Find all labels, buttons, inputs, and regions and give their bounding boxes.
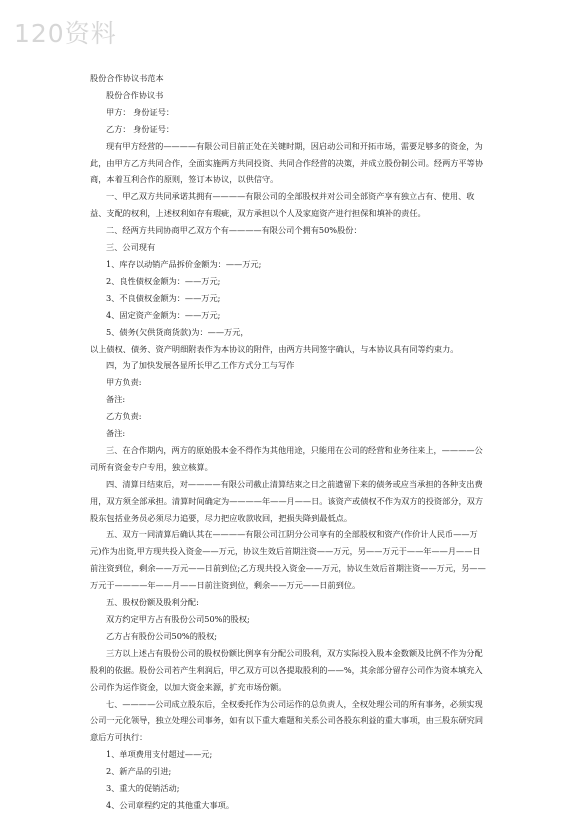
clause-1: 一、甲乙双方共同承诺其拥有————有限公司的全部股权并对公司全部资产享有独立占有、使用、收益、支配的权利，上述权利如存有瑕疵，双方承担以个人及家庭资产进行担保和填补的责任。 — [90, 191, 475, 219]
asset-item: 5、债务(欠供货商货款)为：——万元， — [106, 326, 249, 337]
clause-7: 七、————公司成立股东后，全权委托作为公司运作的总负责人，全权处理公司的所有事务，必须实现公司一元化领导，独立处理公司事务，如有以下重大难题和关系公司各股东利益的重大事项，由三股东研究同意后方可执行： — [90, 698, 484, 743]
share-a-line: 双方约定甲方占有股份公司50%的股权; — [106, 614, 250, 624]
asset-item: 3、不良债权金额为：——万元; — [106, 292, 221, 303]
matter-item: 4、公司章程约定的其他重大事项。 — [106, 799, 235, 810]
matter-item: 1、单项费用支付超过——元; — [106, 749, 213, 760]
clause-6-heading: 五、股权份额及股利分配: — [106, 597, 199, 608]
clause-2: 二、经两方共同协商甲乙双方个有————有限公司个拥有50%股份： — [106, 225, 362, 236]
party-b-note: 备注: — [106, 428, 126, 439]
clause-5: 五、双方一同清算后确认其在————有限公司江阴分公司享有的全部股权和资产(作价计人民币——万元)作为出资,甲方现共投入资金——万元，协议生效后首期注资——万元，另——万元于——年——月——日前注资到位，剩余——万元——日前到位;乙方现共投入资金——万元，协议生效后首期注资——万元，另——万元于————年——月——日前注资到位，剩余——万元——日前到位。 — [90, 529, 486, 591]
asset-item: 1、库存以动销产品拆价金额为：——万元; — [106, 258, 262, 269]
matter-item: 2、新产品的引进; — [106, 766, 172, 777]
matter-item: 3、重大的促销活动; — [106, 783, 180, 794]
clause-3b: 三、在合作期内，两方的原始股本金不得作为其他用途，只能用在公司的经营和业务往来上，————公司所有资金专户专用，独立核算。 — [90, 444, 483, 472]
document-title: 股份合作协议书范本 — [90, 73, 164, 83]
document-body — [90, 70, 488, 814]
preamble-paragraph: 现有甲方经营的————有限公司目前正处在关键时期，因启动公司和开拓市场，需要足够多的资金，为此，由甲方乙方共同合作，全面实施两方共同投资、共同合作经营的决策，并成立股份制公司。经两方平等协商，本着互利合作的原则，签订本协议，以供信守。 — [90, 140, 484, 185]
clause-3-heading: 三、公司现有 — [106, 242, 156, 253]
asset-item: 2、良性债权金额为：——万元; — [106, 275, 221, 286]
asset-item: 4、固定资产金额为：——万元; — [106, 309, 221, 320]
document-subtitle: 股份合作协议书 — [106, 89, 164, 100]
share-b-line: 乙方占有股份公司50%的股权; — [106, 630, 218, 641]
party-b-responsibility: 乙方负责: — [106, 411, 142, 422]
assets-note: 以上债权、债务、资产明细附表作为本协议的附件，由两方共同签字确认，与本协议具有同等约束力。 — [90, 343, 459, 354]
clause-4-heading: 四，为了加快发展各显所长甲乙工作方式分工与写作 — [106, 360, 295, 371]
clause-6-body: 三方以上述占有股份公司的股权份额比例享有分配公司股利，双方实际投入股本金数额及比例不作为分配股利的依据。股份公司若产生利润后，甲乙双方可以各提取股利的——%，其余部分留存公司作为资本填充入公司作为运作资金，以加大资金来源，扩充市场份额。 — [90, 647, 483, 692]
party-b-line: 乙方： 身份证号： — [106, 123, 175, 134]
party-a-note: 备注: — [106, 394, 126, 405]
watermark-logo: 120资料 — [14, 19, 117, 48]
party-a-responsibility: 甲方负责: — [106, 377, 142, 388]
party-a-line: 甲方： 身份证号： — [106, 106, 175, 117]
clause-4b: 四、清算日结束后，对————有限公司截止清算结束之日之前遗留下来的债务或应当承担的各种支出费用，双方须全部承担。清算时间确定为————年——月——日。该资产或债权不作为双方的投资部分，双方股东包括业务员必须尽力追要，尽力把应收款收回，把损失降到最低点。 — [90, 478, 484, 523]
